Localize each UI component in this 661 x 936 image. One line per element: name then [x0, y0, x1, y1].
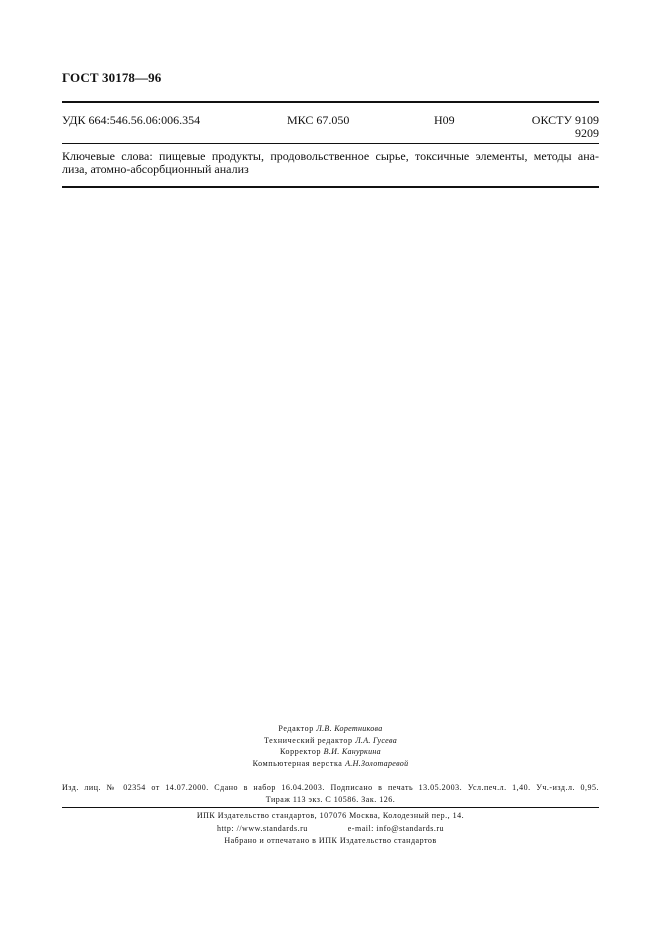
okstu-line-2: 9209 [575, 126, 599, 140]
credit-name: Л.В. Коретникова [316, 724, 383, 733]
keywords-block [62, 150, 599, 176]
group-code: Н09 [434, 113, 455, 127]
okstu-line-1: ОКСТУ 9109 [531, 113, 599, 127]
publisher-address: ИПК Издательство стандартов, 107076 Москва, Колодезный пер., 14. [196, 811, 465, 820]
credits-block [62, 723, 599, 769]
publisher-contacts [62, 823, 599, 836]
mks-code: МКС 67.050 [287, 113, 350, 127]
credit-tech-editor [62, 735, 599, 747]
document-title: ГОСТ 30178—96 [62, 70, 162, 85]
credit-proofreader [62, 746, 599, 758]
imprint-line-1: Изд. лиц. № 02354 от 14.07.2000. Сдано в набор 16.04.2003. Подписано в печать 13.05.2003. Усл.печ.л. 1,40. Уч.-изд.л. 0,95. [62, 783, 599, 792]
credit-role: Технический редактор [264, 735, 353, 745]
keywords-line-1: Ключевые слова: пищевые продукты, продовольственное сырье, токсичные элементы, методы ана- [62, 149, 599, 163]
udk-code: УДК 664:546.56.06:006.354 [62, 113, 201, 127]
credit-role: Компьютерная верстка [252, 758, 343, 768]
publisher-divider [62, 807, 599, 808]
keywords-divider [62, 186, 599, 188]
classification-divider [62, 143, 599, 144]
imprint-line-2: Тираж 113 экз. С 10586. Зак. 126. [265, 795, 396, 804]
credit-role: Корректор [280, 747, 322, 756]
publisher-email: e-mail: info@standards.ru [347, 823, 445, 833]
credit-name: В.И. Кануркина [323, 747, 381, 756]
credit-name: А.Н.Золотаревой [345, 758, 409, 768]
okstu-code [532, 114, 599, 140]
keywords-line-2: лиза, атомно-абсорбционный анализ [62, 162, 249, 176]
publisher-printing: Набрано и отпечатано в ИПК Издательство стандартов [224, 836, 437, 845]
top-divider [62, 101, 599, 103]
credit-editor [62, 723, 599, 735]
credit-name: Л.А. Гусева [355, 735, 397, 745]
credit-layout [62, 758, 599, 770]
imprint-block [62, 782, 599, 806]
credit-role: Редактор [278, 724, 314, 733]
publisher-website: http: //www.standards.ru [216, 823, 308, 833]
publisher-block [62, 810, 599, 848]
